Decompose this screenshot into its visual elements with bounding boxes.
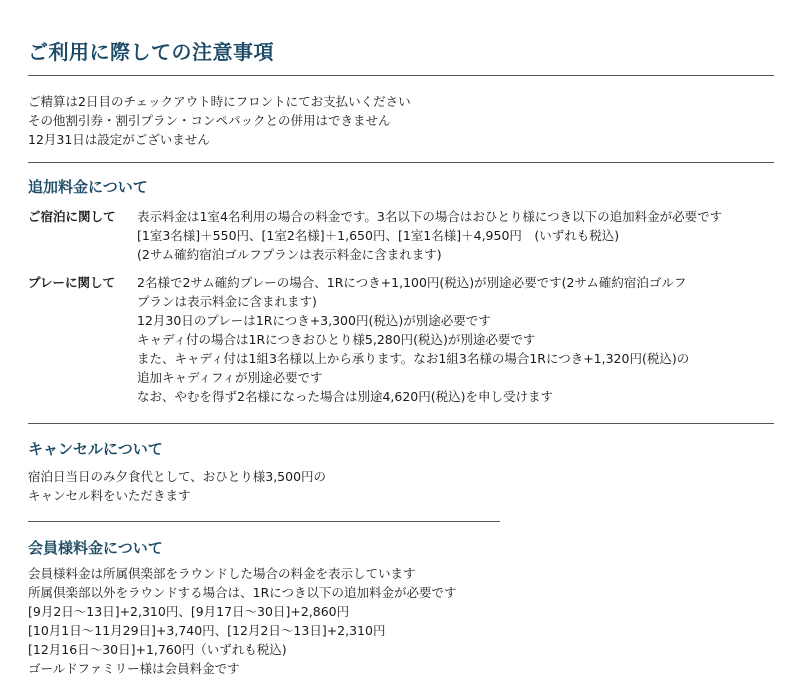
play-fee-line: 2名様で2サム確約プレーの場合、1Rにつき+1,100円(税込)が別途必要です(2サム確約宿泊ゴルフ xyxy=(137,275,687,290)
note-line: ご精算は2日目のチェックアウト時にフロントにてお支払いください xyxy=(28,94,411,109)
member-fee-line: ゴールドファミリー様は会員料金です xyxy=(28,661,240,676)
cancellation-details xyxy=(28,467,326,505)
note-line: その他割引券・割引プラン・コンペパックとの併用はできません xyxy=(28,113,391,128)
play-fee-line: 12月30日のプレーは1Rにつき+3,300円(税込)が別途必要です xyxy=(137,313,491,328)
stay-fee-line: [1室3名様]＋550円、[1室2名様]＋1,650円、[1室1名様]＋4,950円 (いずれも税込) xyxy=(137,228,620,243)
play-fee-line: プランは表示料金に含まれます) xyxy=(137,294,317,309)
stay-fee-line: (2サム確約宿泊ゴルフプランは表示料金に含まれます) xyxy=(137,247,442,262)
play-fee-line: キャディ付の場合は1Rにつきおひとり様5,280円(税込)が別途必要です xyxy=(137,332,536,347)
member-fees-heading: 会員様料金について xyxy=(28,539,163,557)
member-fee-line: [10月1日〜11月29日]+3,740円、[12月2日〜13日]+2,310円 xyxy=(28,623,386,638)
member-fee-line: 会員様料金は所属倶楽部をラウンドした場合の料金を表示しています xyxy=(28,566,416,581)
page-title: ご利用に際しての注意事項 xyxy=(28,40,274,64)
member-fee-line: [12月16日〜30日]+1,760円（いずれも税込) xyxy=(28,642,287,657)
stay-fee-line: 表示料金は1室4名利用の場合の料金です。3名以下の場合はおひとり様につき以下の追加料金が必要です xyxy=(137,209,723,224)
section-divider xyxy=(28,162,774,163)
title-divider xyxy=(28,75,774,76)
play-fee-line: また、キャディ付は1組3名様以上から承ります。なお1組3名様の場合1Rにつき+1,320円(税込)の xyxy=(137,351,690,366)
stay-fee-label: ご宿泊に関して xyxy=(28,209,116,224)
play-fee-line: なお、やむを得ず2名様になった場合は別途4,620円(税込)を申し受けます xyxy=(137,389,553,404)
cancellation-line: キャンセル料をいただきます xyxy=(28,488,191,503)
section-divider xyxy=(28,521,500,522)
cancellation-line: 宿泊日当日のみ夕食代として、おひとり様3,500円の xyxy=(28,469,327,484)
play-fee-label: プレーに関して xyxy=(28,275,116,290)
additional-fees-heading: 追加料金について xyxy=(28,178,148,196)
member-fees-details xyxy=(28,564,457,678)
cancellation-heading: キャンセルについて xyxy=(28,440,163,458)
member-fee-line: 所属倶楽部以外をラウンドする場合は、1Rにつき以下の追加料金が必要です xyxy=(28,585,457,600)
stay-fee-details xyxy=(137,207,722,264)
note-line: 12月31日は設定がございません xyxy=(28,132,210,147)
general-notes xyxy=(28,92,411,149)
play-fee-details xyxy=(137,273,689,406)
play-fee-line: 追加キャディフィが別途必要です xyxy=(137,370,323,385)
section-divider xyxy=(28,423,774,424)
member-fee-line: [9月2日〜13日]+2,310円、[9月17日〜30日]+2,860円 xyxy=(28,604,350,619)
